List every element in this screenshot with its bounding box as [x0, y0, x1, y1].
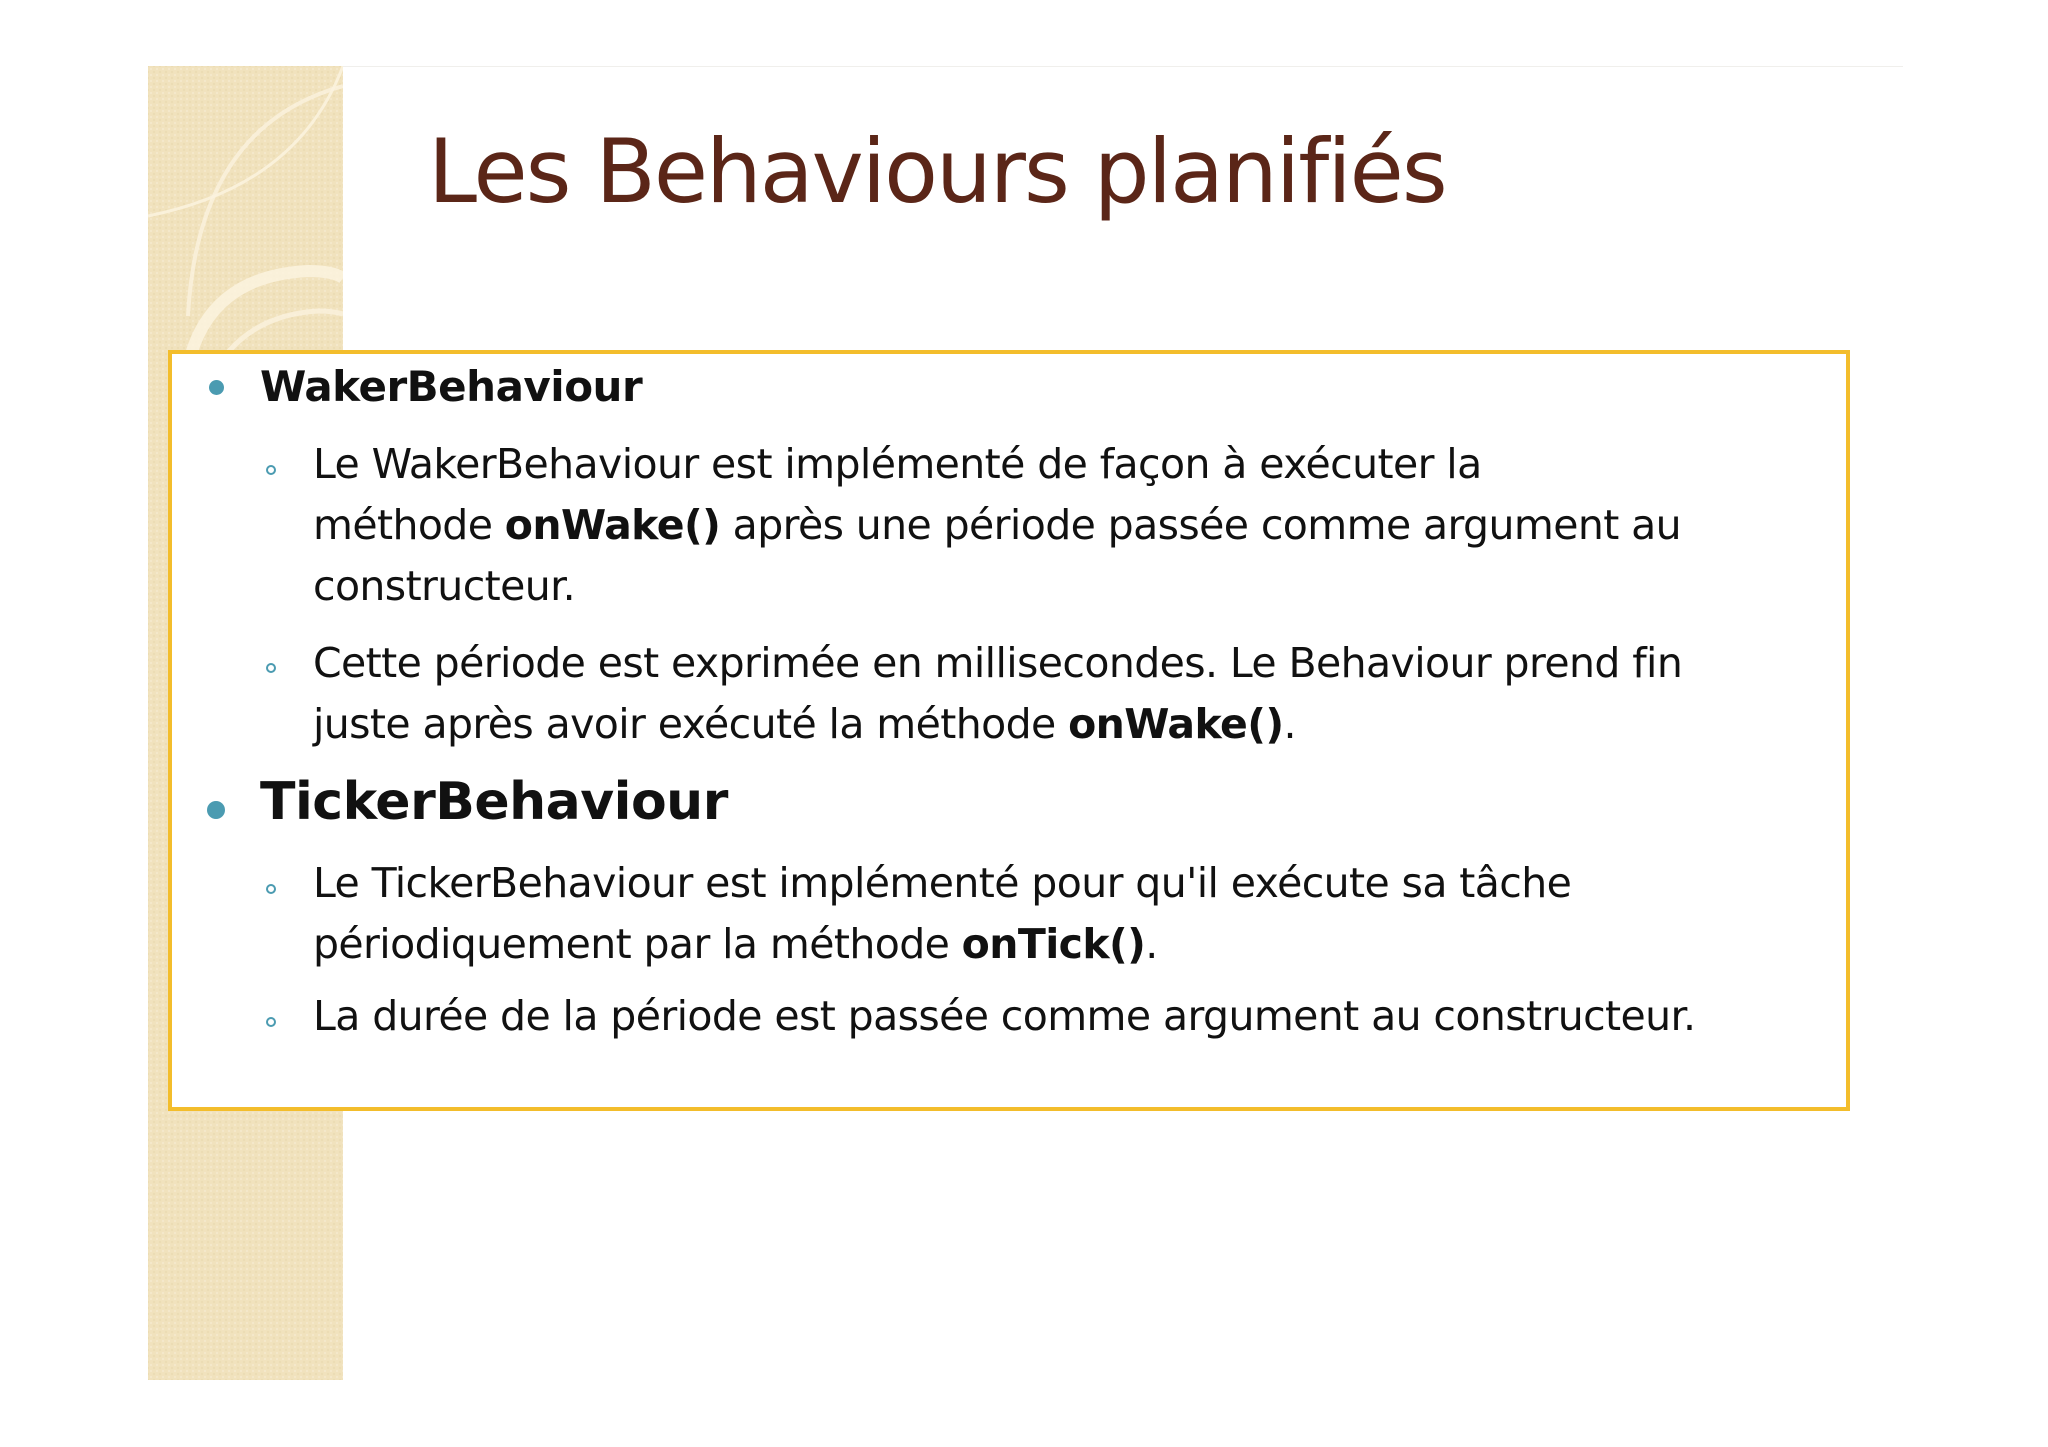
point-waker-1-line2: méthode onWake() après une période passée comme argument au	[313, 501, 1682, 549]
point-ticker-1-line2: périodiquement par la méthode onTick().	[313, 920, 1158, 968]
sub-bullet-ring-icon	[266, 663, 276, 673]
point-waker-2	[313, 633, 1682, 755]
bullet-dot-icon	[209, 380, 224, 395]
point-waker-1-line1: Le WakerBehaviour est implémenté de façon à exécuter la	[313, 440, 1482, 488]
sub-bullet-ring-icon	[266, 1017, 276, 1027]
method-name: onWake()	[1068, 700, 1284, 748]
method-name: onTick()	[961, 920, 1146, 968]
sub-bullet-ring-icon	[266, 884, 276, 894]
method-name: onWake()	[504, 501, 721, 549]
point-waker-2-line1: Cette période est exprimée en millisecondes. Le Behaviour prend fin	[313, 639, 1683, 687]
point-waker-1-line3: constructeur.	[313, 562, 576, 610]
slide-title: Les Behaviours planifiés	[428, 120, 1446, 223]
bullet-dot-icon	[207, 801, 225, 819]
section-heading-waker: WakerBehaviour	[260, 362, 643, 411]
point-ticker-1-line1: Le TickerBehaviour est implémenté pour qu'il exécute sa tâche	[313, 859, 1572, 907]
page-top-edge	[148, 66, 1903, 67]
content-box	[168, 350, 1850, 1111]
point-waker-2-line2: juste après avoir exécuté la méthode onWake().	[313, 700, 1296, 748]
point-ticker-2-line1: La durée de la période est passée comme argument au constructeur.	[313, 992, 1696, 1040]
sub-bullet-ring-icon	[266, 465, 276, 475]
section-heading-ticker: TickerBehaviour	[260, 772, 728, 832]
point-waker-1	[313, 434, 1681, 617]
point-ticker-2	[313, 986, 1695, 1047]
point-ticker-1	[313, 853, 1571, 975]
